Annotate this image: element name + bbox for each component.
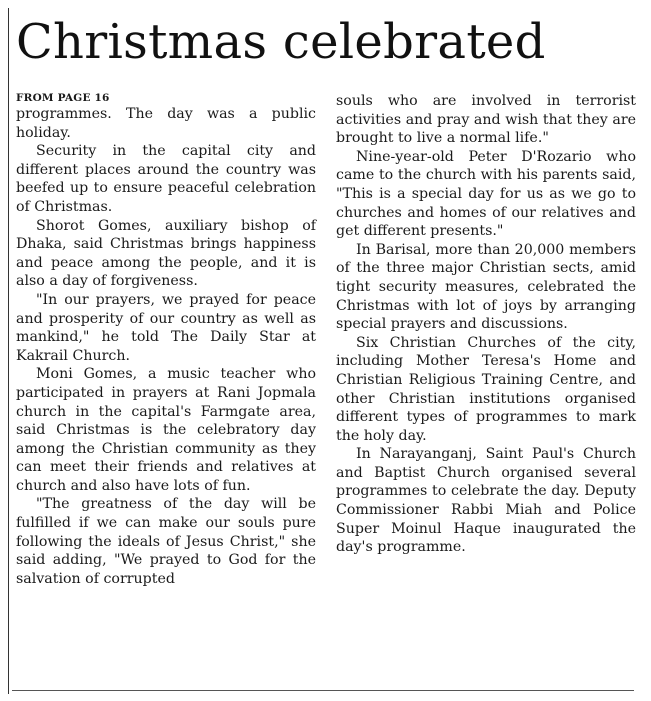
- article-paragraph: programmes. The day was a public holiday.: [16, 106, 316, 141]
- continuation-kicker: FROM PAGE 16: [16, 92, 110, 104]
- article-paragraph: Moni Gomes, a music teacher who participated in prayers at Rani Jopmala church in the capital's Farmgate area, said Christmas is the celebratory day among the Christian community as they can meet their friends and relatives at church and also have lots of fun.: [16, 366, 316, 494]
- article-column-right: [336, 92, 636, 557]
- article-paragraph: Shorot Gomes, auxiliary bishop of Dhaka, said Christmas brings happiness and peace among the people, and it is also a day of forgiveness.: [16, 217, 316, 290]
- article-paragraph: Security in the capital city and different places around the country was beefed up to ensure peaceful celebration of Christmas.: [16, 143, 316, 215]
- article-paragraph: In Narayanganj, Saint Paul's Church and Baptist Church organised several programmes to celebrate the day. Deputy Commissioner Rabbi Miah and Police Super Moinul Haque inaugurated the day's programme.: [336, 446, 636, 556]
- article-paragraph: "In our prayers, we prayed for peace and prosperity of our country as well as mankind," he told The Daily Star at Kakrail Church.: [16, 291, 316, 364]
- headline: Christmas celebrated: [16, 14, 546, 70]
- article-paragraph: souls who are involved in terrorist activities and pray and wish that they are brought to live a normal life.": [336, 93, 636, 147]
- article-paragraph: Nine-year-old Peter D'Rozario who came to the church with his parents said, "This is a special day for us as we go to churches and homes of our relatives and get different presents.": [336, 148, 636, 240]
- left-border-rule: [8, 8, 9, 694]
- article-paragraph: In Barisal, more than 20,000 members of the three major Christian sects, amid tight security measures, celebrated the Christmas with lot of joys by arranging special prayers and discussions.: [336, 241, 636, 333]
- article-paragraph: "The greatness of the day will be fulfilled if we can make our souls pure following the ideals of Jesus Christ," she said adding, "We prayed to God for the salvation of corrupted: [16, 496, 316, 587]
- article-column-left: [16, 92, 316, 588]
- bottom-border-rule: [12, 690, 634, 691]
- article-paragraph: Six Christian Churches of the city, including Mother Teresa's Home and Christian Religious Training Centre, and other Christian institutions organised different types of programmes to mark the holy day.: [336, 334, 636, 444]
